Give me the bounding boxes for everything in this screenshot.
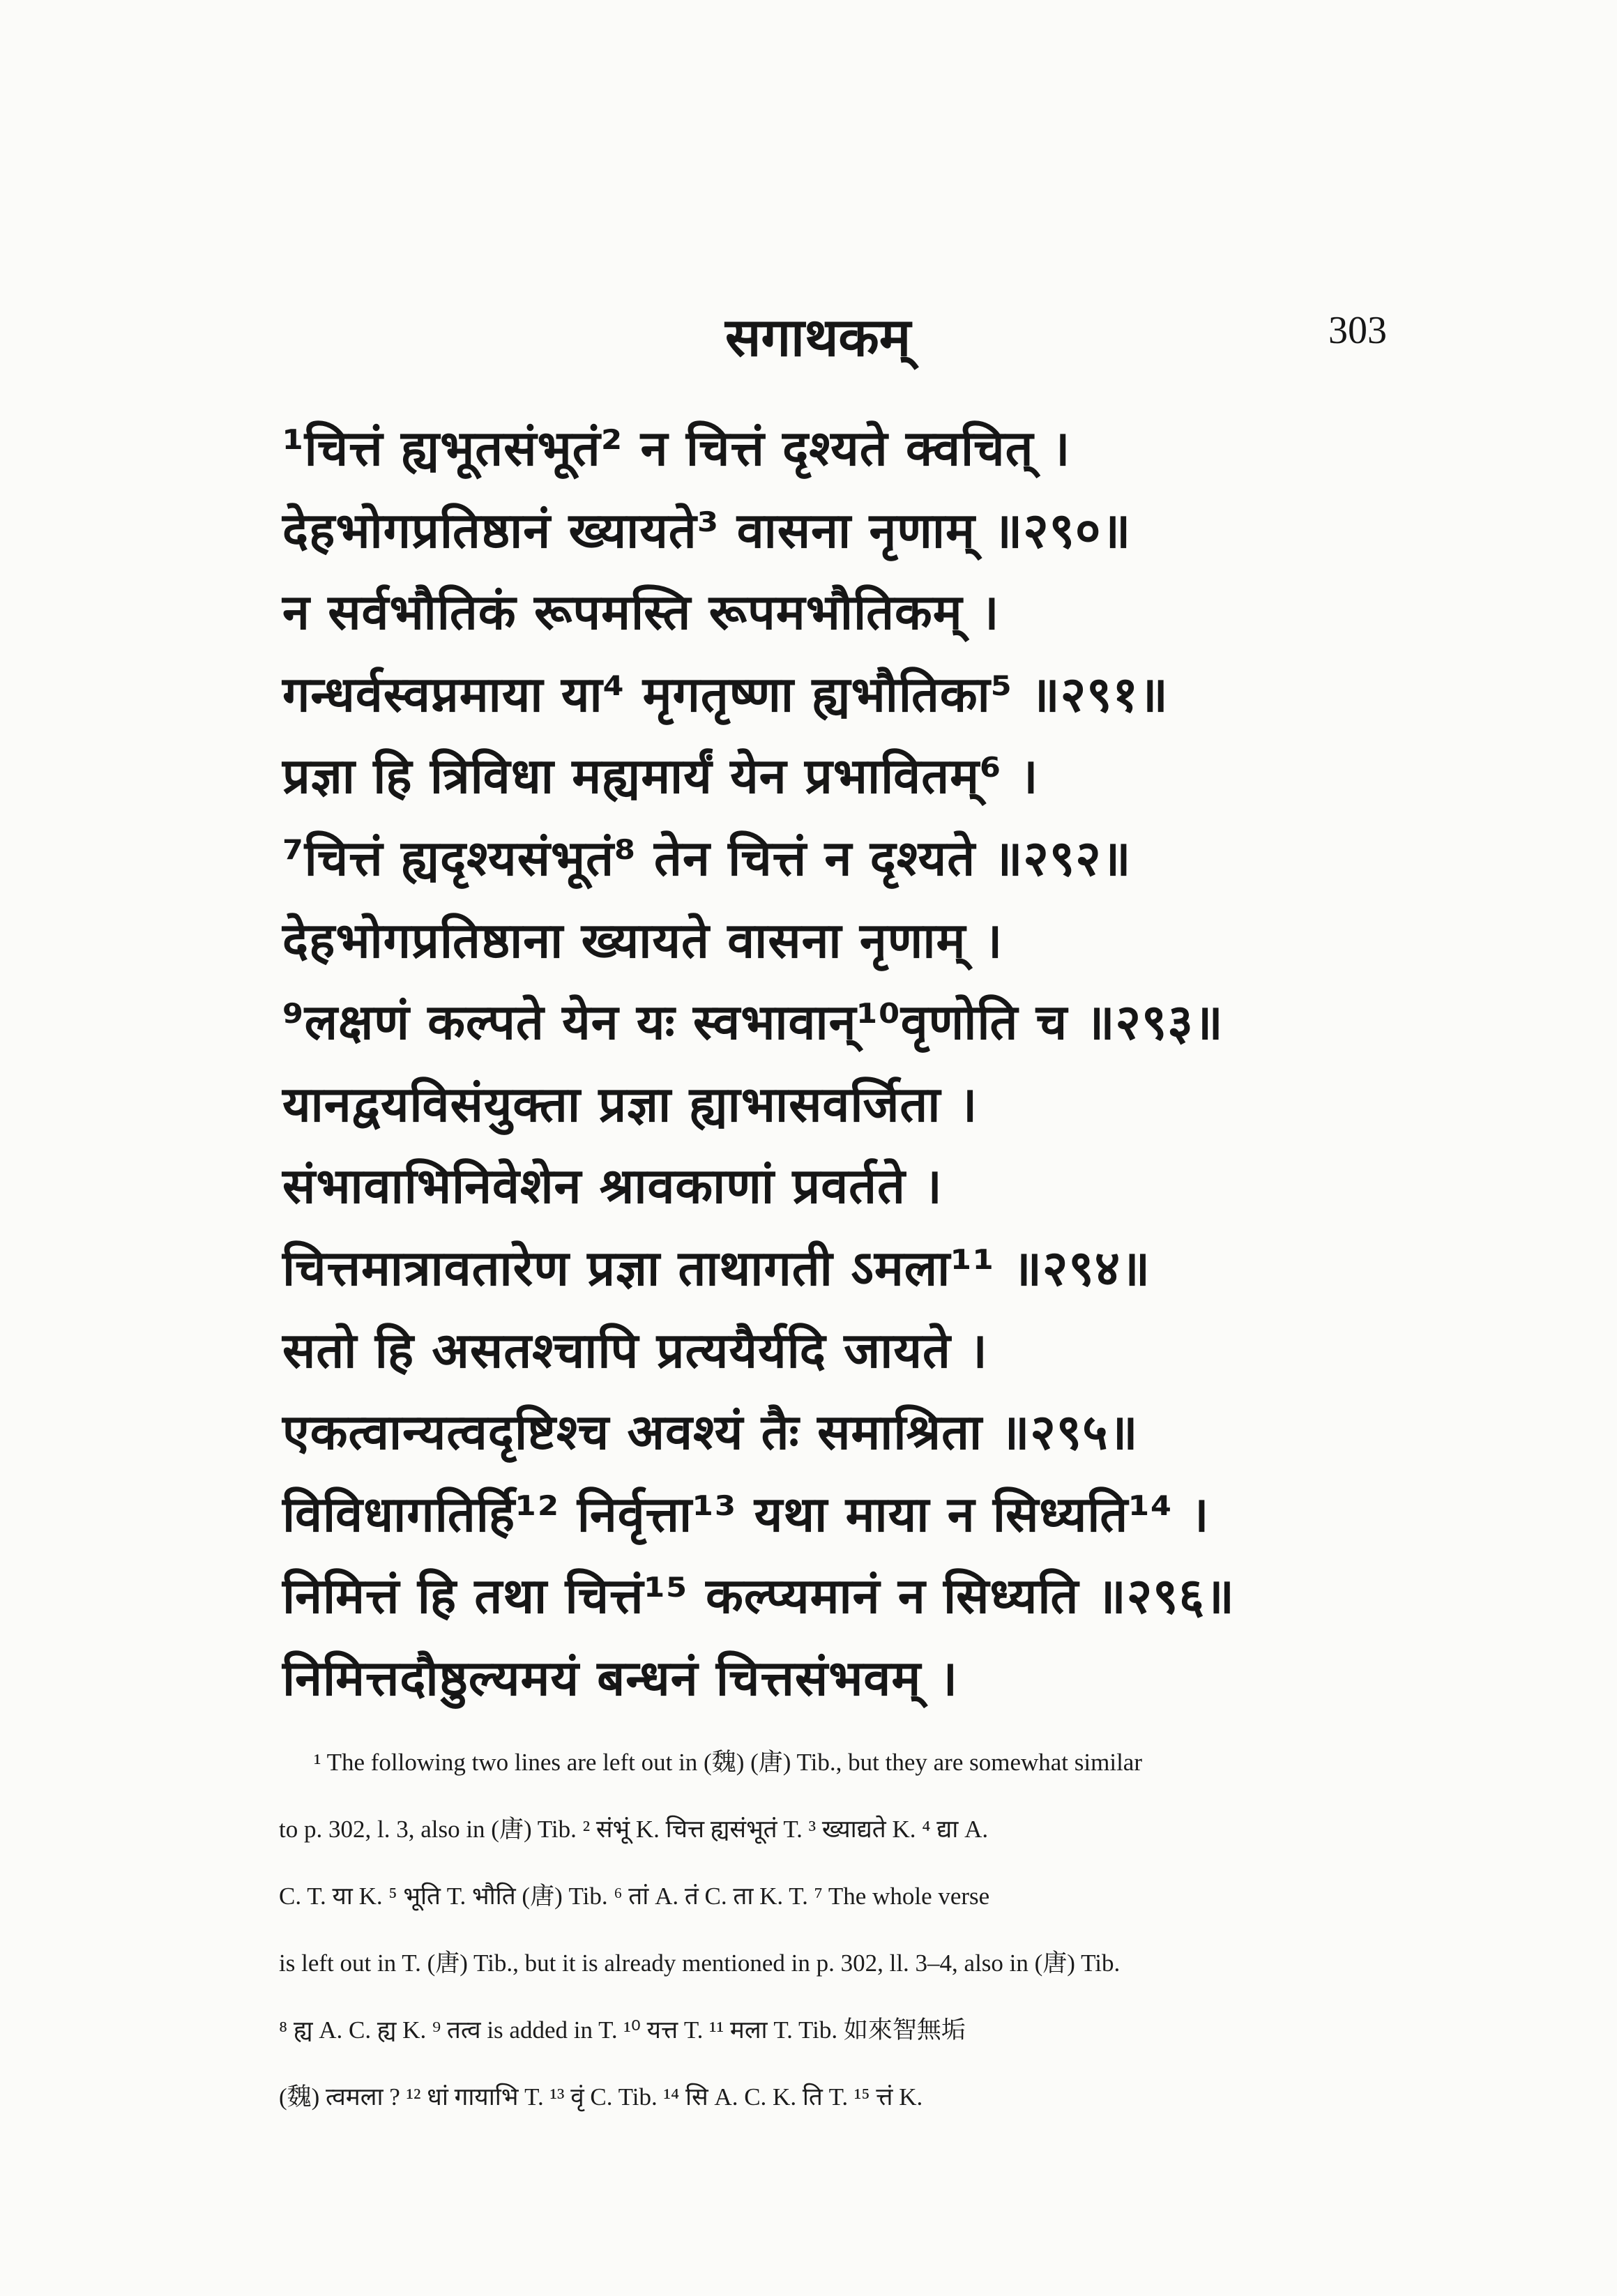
verse-line: संभावाभिनिवेशेन श्रावकाणां प्रवर्तते । xyxy=(282,1157,943,1215)
verse-line: निमित्तदौष्ठुल्यमयं बन्धनं चित्तसंभवम् । xyxy=(282,1649,959,1707)
verse-line: विविधागतिर्हि¹² निर्वृत्ता¹³ यथा माया न सिध्यति¹⁴ । xyxy=(282,1485,1210,1543)
verse-line: देहभोगप्रतिष्ठानं ख्यायते³ वासना नृणाम् ॥२९०॥ xyxy=(282,501,1132,559)
verse-line: देहभोगप्रतिष्ठाना ख्यायते वासना नृणाम् । xyxy=(282,911,1003,969)
verse-line: सतो हि असतश्चापि प्रत्ययैर्यदि जायते । xyxy=(282,1321,988,1379)
verse-block xyxy=(282,408,1426,1720)
footnote-line: to p. 302, l. 3, also in (唐) Tib. ² संभूं K. चित्त ह्यसंभूतं T. ³ ख्याद्यते K. ⁴ द्या A. xyxy=(279,1816,989,1843)
verse-line: ⁹लक्षणं कल्पते येन यः स्वभावान्¹⁰वृणोति च ॥२९३॥ xyxy=(282,994,1224,1051)
verse-line: चित्तमात्रावतारेण प्रज्ञा ताथागती ऽमला¹¹ ॥२९४॥ xyxy=(282,1239,1151,1297)
verse-line: ⁷चित्तं ह्यदृश्यसंभूतं⁸ तेन चित्तं न दृश्यते ॥२९२॥ xyxy=(282,829,1132,887)
verse-line: एकत्वान्यत्वदृष्टिश्च अवश्यं तैः समाश्रिता ॥२९५॥ xyxy=(282,1404,1139,1461)
footnote-line: (魏) त्वमला ? ¹² धां गायाभि T. ¹³ वृं C. Tib. ¹⁴ सि A. C. K. ति T. ¹⁵ त्तं K. xyxy=(279,2083,923,2111)
verse-line: प्रज्ञा हि त्रिविधा मह्यमार्यं येन प्रभावितम्⁶ । xyxy=(282,747,1039,805)
footnote-line: ¹ The following two lines are left out in (魏) (唐) Tib., but they are somewhat similar xyxy=(314,1749,1142,1776)
page-number: 303 xyxy=(1328,309,1387,352)
verse-line: यानद्वयविसंयुक्ता प्रज्ञा ह्याभासवर्जिता । xyxy=(282,1075,978,1133)
footnotes xyxy=(279,1729,1429,2131)
verse-line: गन्धर्वस्वप्नमाया या⁴ मृगतृष्णा ह्यभौतिका⁵ ॥२९१॥ xyxy=(282,665,1169,723)
footnote-line: C. T. या K. ⁵ भूति T. भौति (唐) Tib. ⁶ तां A. तं C. ता K. T. ⁷ The whole verse xyxy=(279,1883,990,1910)
running-title: सगाथकम् xyxy=(725,306,911,368)
verse-line: निमित्तं हि तथा चित्तं¹⁵ कल्प्यमानं न सिध्यति ॥२९६॥ xyxy=(282,1567,1235,1625)
verse-line: न सर्वभौतिकं रूपमस्ति रूपमभौतिकम् । xyxy=(282,584,1000,641)
footnote-line: is left out in T. (唐) Tib., but it is already mentioned in p. 302, ll. 3–4, also in (唐) Tib. xyxy=(279,1949,1121,1977)
footnote-line: ⁸ ह्य A. C. ह्य K. ⁹ तत्व is added in T. ¹⁰ यत्त T. ¹¹ मला T. Tib. 如來智無垢 xyxy=(279,2016,966,2044)
verse-line: ¹चित्तं ह्यभूतसंभूतं² न चित्तं दृश्यते क्वचित् । xyxy=(282,420,1071,477)
running-head xyxy=(0,293,1617,377)
